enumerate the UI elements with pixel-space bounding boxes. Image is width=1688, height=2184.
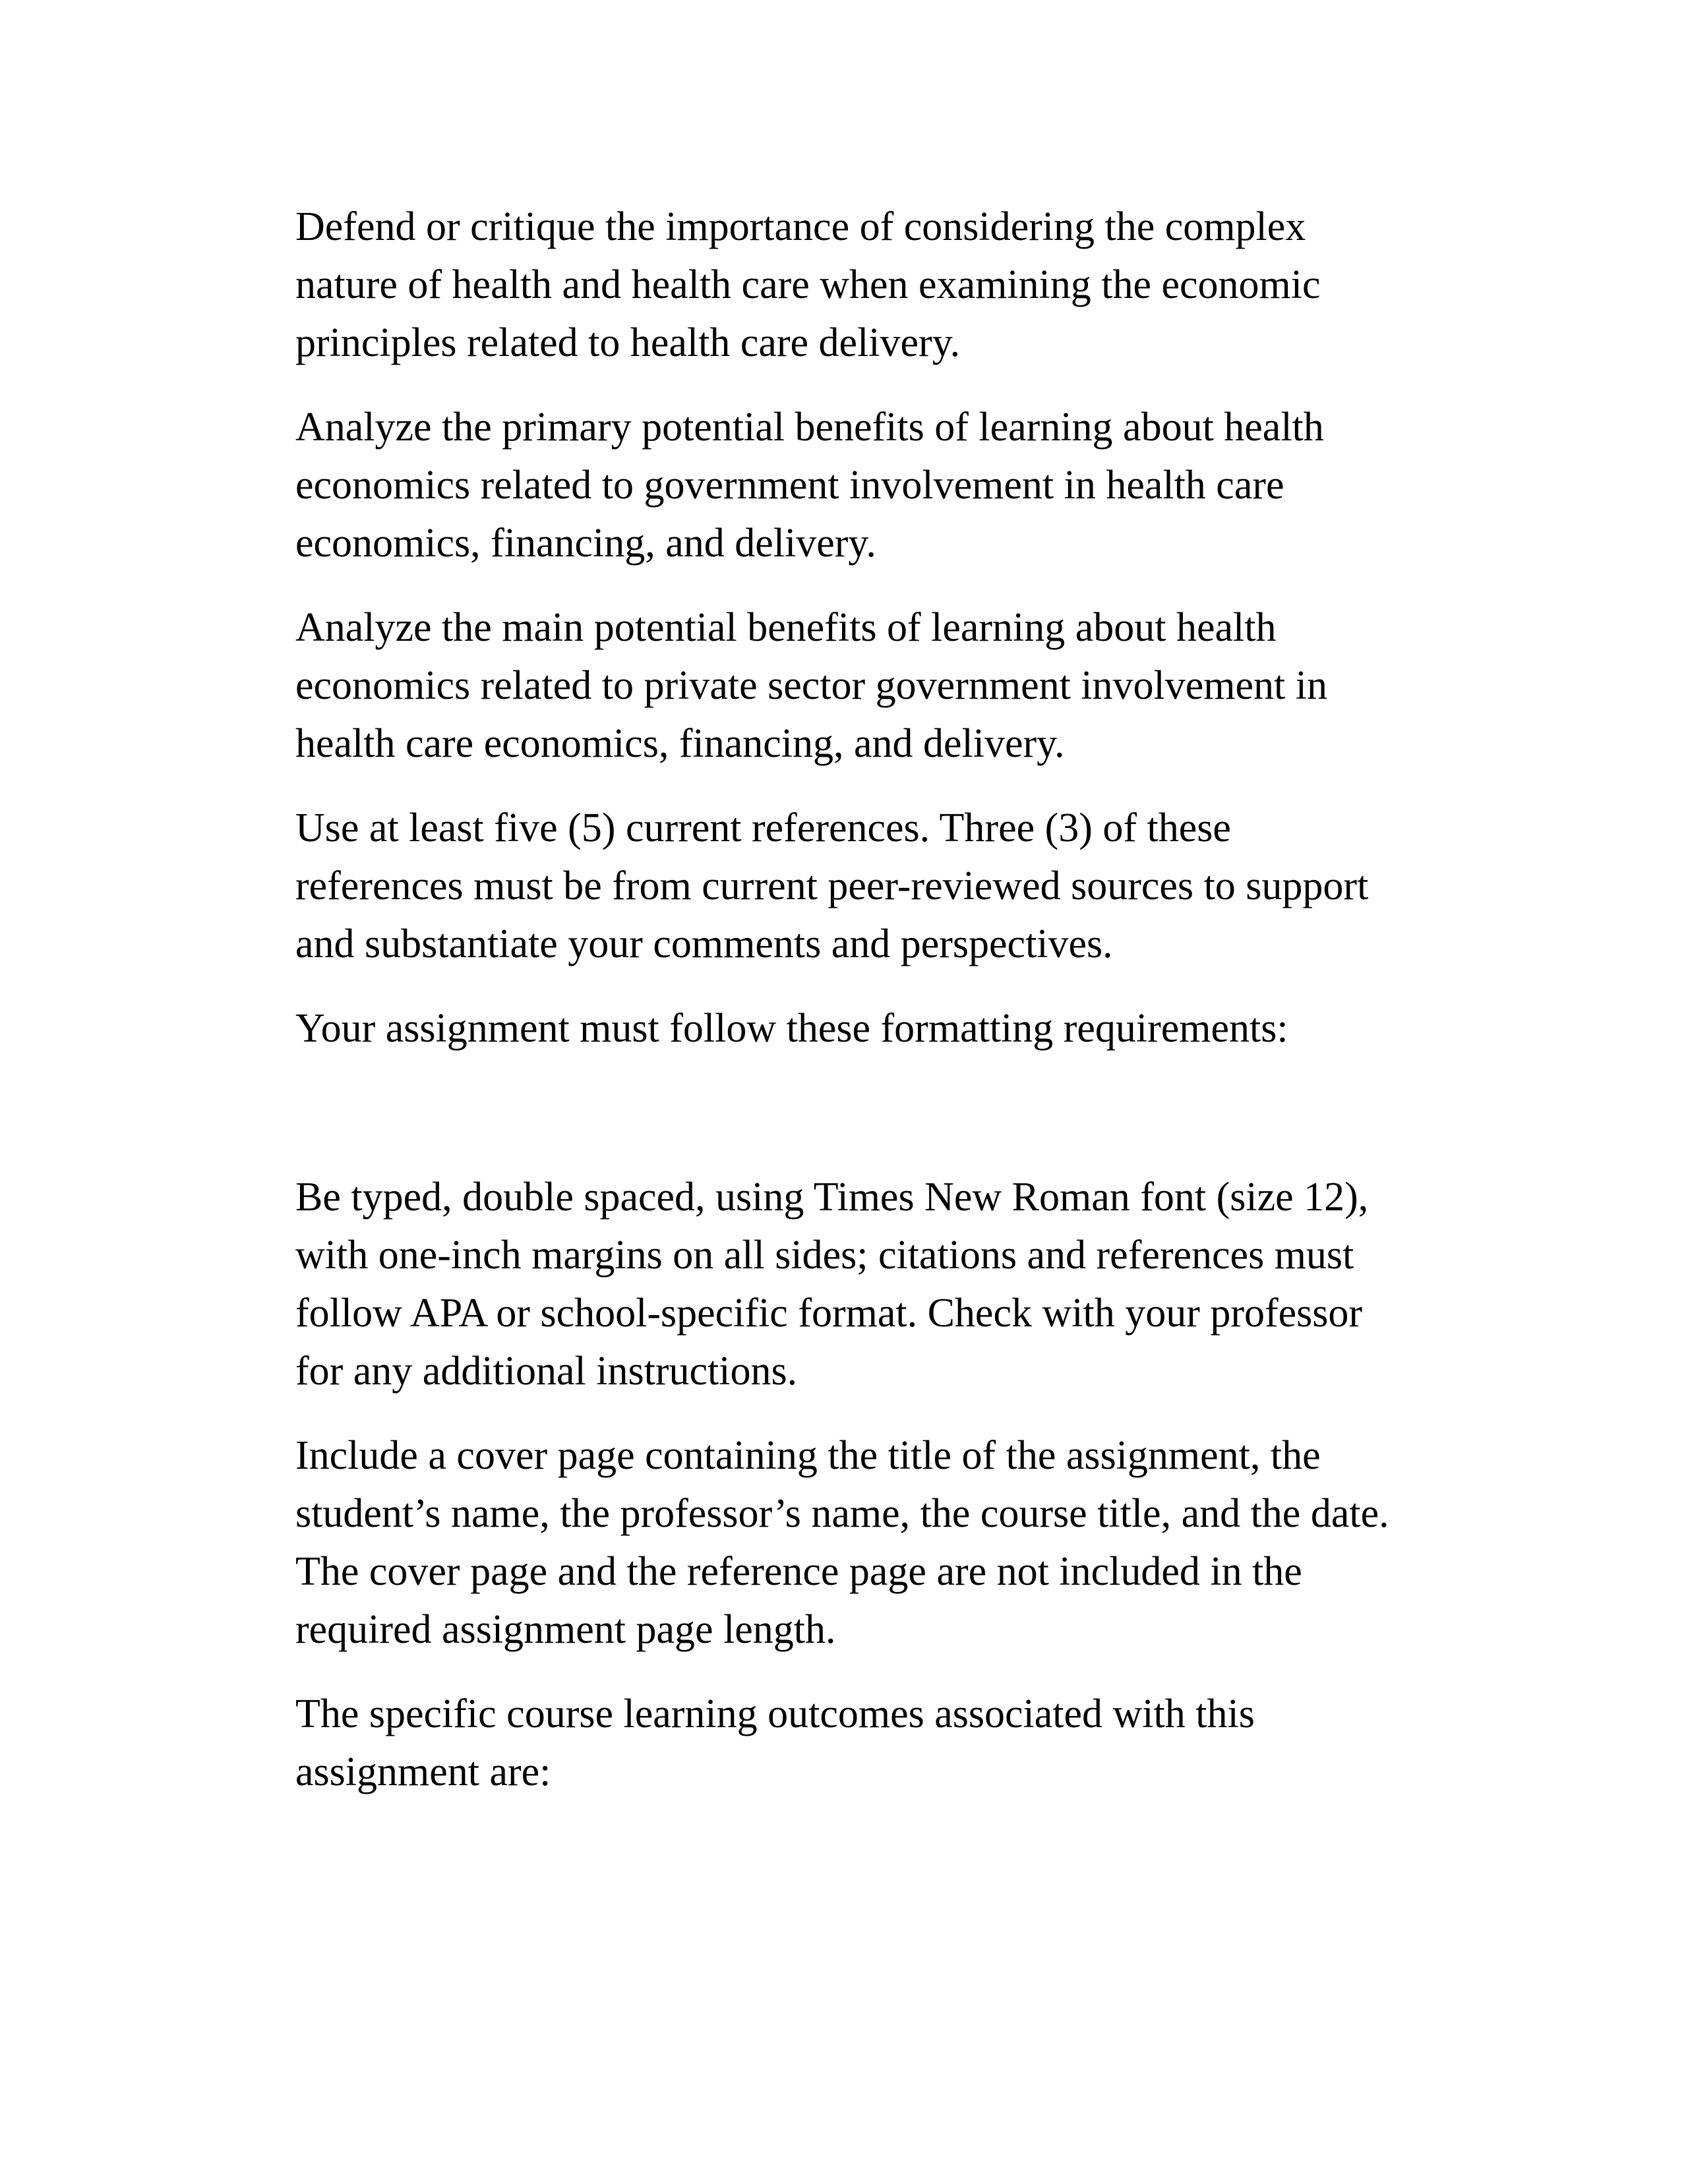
- blank-gap: [295, 1084, 1495, 1168]
- paragraph-formatting-intro: Your assignment must follow these formatting requirements:: [295, 1006, 1288, 1051]
- paragraph-analyze-government: Analyze the primary potential benefits of learning about health economics related to government involvement in health care economics, financing, and delivery.: [295, 405, 1324, 566]
- paragraph-references: Use at least five (5) current references. Three (3) of these references must be from current peer-reviewed sources to support and substantiate your comments and perspectives.: [295, 806, 1369, 966]
- paragraph-analyze-private-sector: Analyze the main potential benefits of learning about health economics related to private sector government involvement in health care economics, financing, and delivery.: [295, 605, 1327, 766]
- paragraph-typing-requirements: Be typed, double spaced, using Times New Roman font (size 12), with one-inch margins on all sides; citations and references must follow APA or school-specific format. Check with your professor for any additional instructions.: [295, 1175, 1369, 1394]
- document-body: [295, 198, 1495, 1827]
- paragraph-learning-outcomes: The specific course learning outcomes associated with this assignment are:: [295, 1692, 1255, 1794]
- paragraph-cover-page: Include a cover page containing the title of the assignment, the student’s name, the professor’s name, the course title, and the date. The cover page and the reference page are not included in the required assignment page length.: [295, 1433, 1389, 1652]
- paragraph-defend-critique: Defend or critique the importance of considering the complex nature of health and health care when examining the economic principles related to health care delivery.: [295, 204, 1321, 365]
